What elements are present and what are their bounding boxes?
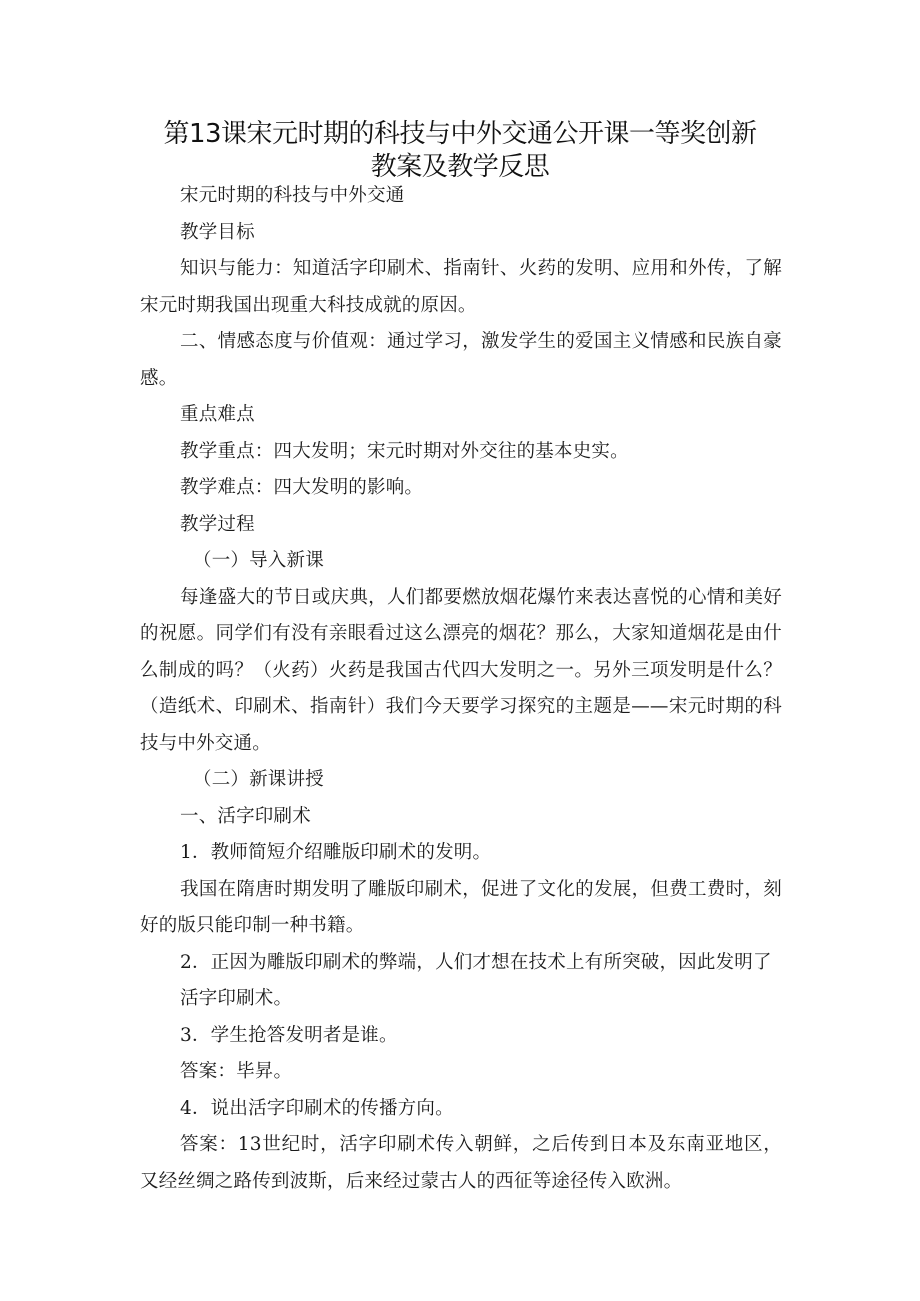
heading-intro-lesson: （一）导入新课 [193,550,324,571]
paragraph-teaching-focus: 教学重点：四大发明；宋元时期对外交往的基本史实。 [180,440,629,462]
heading-new-lesson: （二）新课讲授 [193,769,324,790]
document-body [140,178,782,1200]
list-item-2: 2．正因为雕版印刷术的弊端，人们才想在技术上有所突破，因此发明了 [180,951,772,973]
document-title-line-1: 第13课宋元时期的科技与中外交通公开课一等奖创新 [163,119,757,149]
list-item-3: 3．学生抢答发明者是谁。 [180,1024,398,1046]
paragraph-emotion-values: 二、情感态度与价值观：通过学习，激发学生的爱国主义情感和民族自豪感。 [140,331,782,389]
paragraph-movable-type-continued: 活字印刷术。 [180,988,293,1009]
list-item-1: 1．教师简短介绍雕版印刷术的发明。 [180,842,492,863]
paragraph-knowledge-ability: 知识与能力：知道活字印刷术、指南针、火药的发明、应用和外传，了解宋元时期我国出现重大科技成就的原因。 [140,258,782,316]
paragraph-answer-bisheng: 答案：毕昇。 [180,1061,293,1082]
document-title-line-2: 教案及教学反思 [370,152,550,182]
heading-teaching-process: 教学过程 [180,513,255,535]
heading-key-points: 重点难点 [180,404,255,425]
list-item-4: 4．说出活字印刷术的传播方向。 [180,1097,454,1119]
paragraph-teaching-difficulty: 教学难点：四大发明的影响。 [180,477,424,498]
paragraph-intro-text: 每逢盛大的节日或庆典，人们都要燃放烟花爆竹来表达喜悦的心情和美好的祝愿。同学们有没有亲眼看过这么漂亮的烟花？那么，大家知道烟花是由什么制成的吗？（火药）火药是我国古代四大发明之一。另外三项发明是什么？（造纸术、印刷术、指南针）我们今天要学习探究的主题是——宋元时期的科技与中外交通。 [140,586,782,754]
paragraph-block-printing: 我国在隋唐时期发明了雕版印刷术，促进了文化的发展，但费工费时，刻好的版只能印制一种书籍。 [140,878,782,936]
heading-teaching-goals: 教学目标 [180,221,255,243]
heading-movable-type: 一、活字印刷术 [180,805,311,827]
paragraph-answer-spread: 答案：13世纪时，活字印刷术传入朝鲜，之后传到日本及东南亚地区，又经丝绸之路传到波斯，后来经过蒙古人的西征等途径传入欧洲。 [140,1134,782,1192]
paragraph-subtitle: 宋元时期的科技与中外交通 [180,185,405,206]
